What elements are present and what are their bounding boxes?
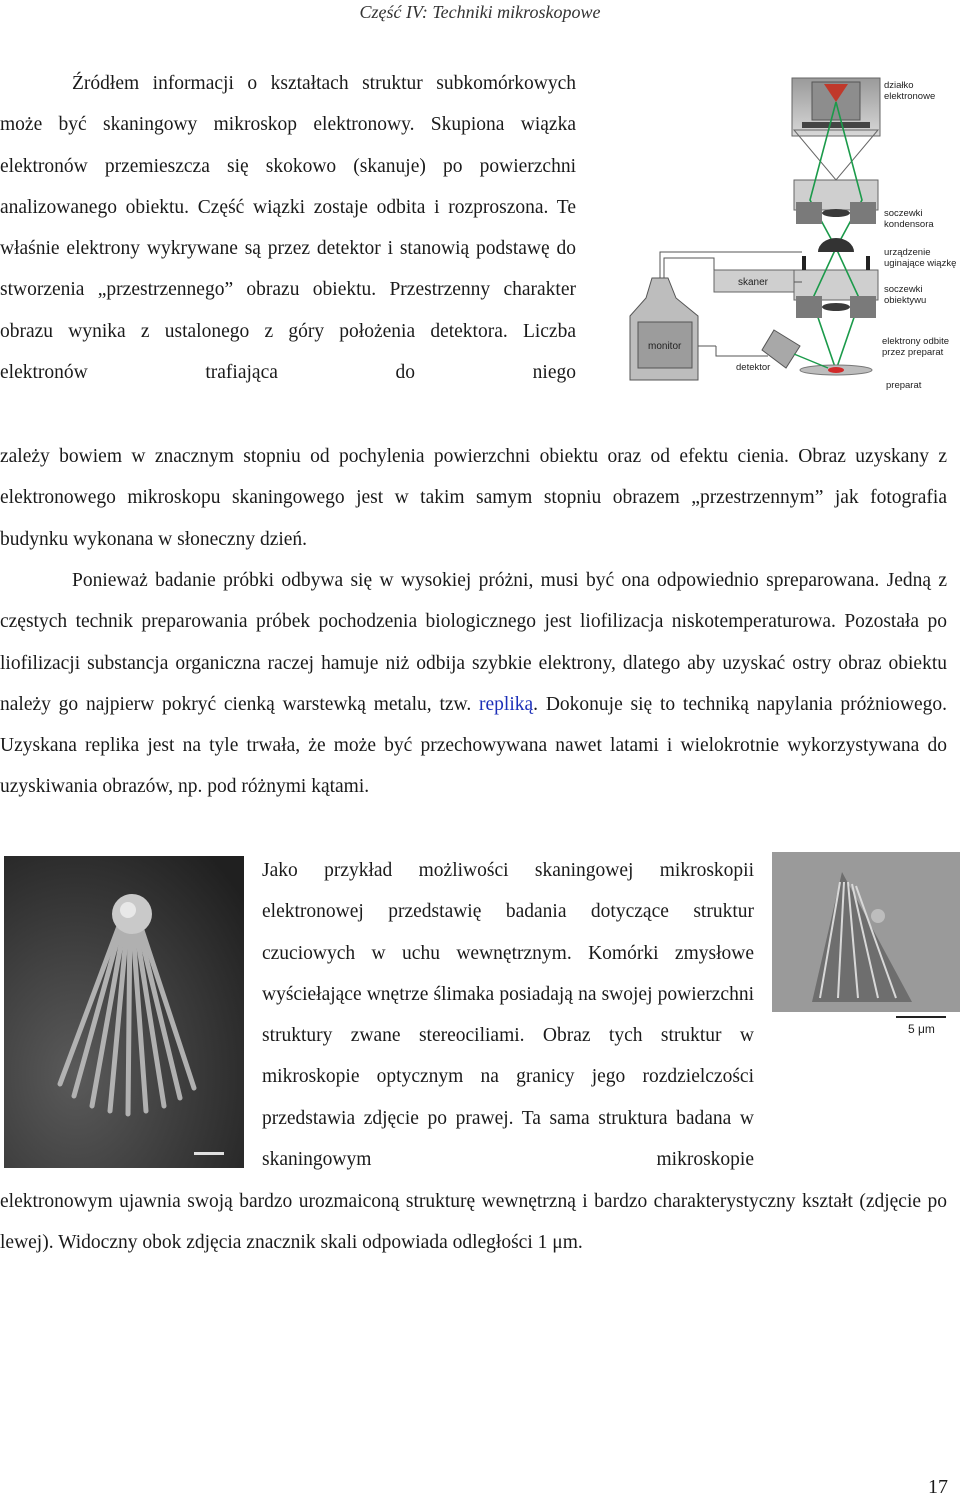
paragraph-2-text-end: . Dokonuje się to techniką napylania próżniowego. Uzyskana replika jest na tyle trwała, że może być przechowywana nawet latami i wielokrotnie wykorzystywana do uzyskiwania obrazów, np. pod różnymi kątami. xyxy=(0,693,948,798)
intro-continuation-text: zależy bowiem w znacznym stopniu od pochylenia powierzchni obiektu oraz od efektu cienia. Obraz uzyskany z elektronowego mikroskopu skaningowego jest w takim samym stopniu obrazem „przestrzennym” jak fotografia budynku wykonana w słoneczny dzień. xyxy=(0,446,947,550)
scale-bar xyxy=(896,1016,946,1018)
label-scanner: skaner xyxy=(738,277,769,288)
label-objective-1: soczewki xyxy=(884,284,923,295)
paragraph-2 xyxy=(0,560,947,808)
label-gun-1: działko xyxy=(884,80,914,91)
scale-label: 5 μm xyxy=(908,1022,935,1036)
label-condenser-2: kondensora xyxy=(884,219,934,230)
paragraph-3-text: Jako przykład możliwości skaningowej mikroskopii elektronowej przedstawię badania dotyczące struktur czuciowych w uchu wewnętrznym. Komórki zmysłowe wyściełające wnętrze ślimaka posiadają na swojej powierzchni struktury zwane stereociliami. Obraz tych struktur w mikroskopie optycznym na granicy jego rozdzielczości przedstawia zdjęcie po prawej. Ta sama struktura badana w skaningowym mikroskopie xyxy=(262,860,754,1171)
label-reflected-2: przez preparat xyxy=(882,347,944,358)
label-gun-2: elektronowe xyxy=(884,91,936,102)
page-number: 17 xyxy=(928,1476,948,1498)
label-deflector-1: urządzenie xyxy=(884,247,931,258)
paragraph-3-continuation-text: elektronowym ujawnia swoją bardzo urozmaiconą strukturę wewnętrzną i bardzo charakterystyczny kształt (zdjęcie po lewej). Widoczny obok zdjęcia znacznik skali odpowiada odległości 1 μm. xyxy=(0,1191,947,1254)
label-monitor: monitor xyxy=(648,341,682,352)
deflector xyxy=(802,238,870,270)
scale-bar-1um xyxy=(194,1152,224,1155)
paragraph-3 xyxy=(262,850,754,1180)
label-condenser-1: soczewki xyxy=(884,208,923,219)
replica-link[interactable]: repliką xyxy=(479,693,534,715)
label-specimen: preparat xyxy=(886,380,922,391)
intro-paragraph xyxy=(0,63,576,393)
running-header: Część IV: Techniki mikroskopowe xyxy=(359,2,601,22)
electron-beam xyxy=(810,102,862,370)
optical-micrograph xyxy=(772,852,960,1040)
monitor xyxy=(630,278,698,380)
sem-diagram xyxy=(596,70,960,406)
intro-continuation xyxy=(0,436,947,560)
label-detector: detektor xyxy=(736,362,771,373)
intro-text: Źródłem informacji o kształtach struktur subkomórkowych może być skaningowy mikroskop elektronowy. Skupiona wiązka elektronów przemieszcza się skokowo (skanuje) po powierzchni analizowanego obiektu. Część wiązki zostaje odbita i rozproszona. Te właśnie elektrony wykrywane są przez detektor i stanowią podstawę do stworzenia „przestrzennego” obrazu obiektu. Przestrzenny charakter obrazu wynika z ustalonego z góry położenia detektora. Liczba elektronów trafiająca do niego xyxy=(0,73,576,384)
sem-stereocilia-photo xyxy=(4,856,244,1168)
label-reflected-1: elektrony odbite xyxy=(882,336,950,347)
paragraph-3-continuation xyxy=(0,1181,947,1264)
label-deflector-2: uginające wiązkę xyxy=(884,258,957,269)
specimen xyxy=(800,365,872,375)
label-objective-2: obiektywu xyxy=(884,295,927,306)
paragraph-2-text: Ponieważ badanie próbki odbywa się w wysokiej próżni, musi być ona odpowiednio spreparowana. Jedną z częstych technik preparowania próbek pochodzenia biologicznego jest liofilizacja niskotemperaturowa. Pozostała po liofilizacji substancja organiczna raczej hamuje niż odbija szybkie elektrony, dlatego aby uzyskać ostry obraz obiektu należy go najpierw pokryć cienką warstewką metalu, tzw. xyxy=(0,570,947,715)
detector xyxy=(762,330,828,368)
